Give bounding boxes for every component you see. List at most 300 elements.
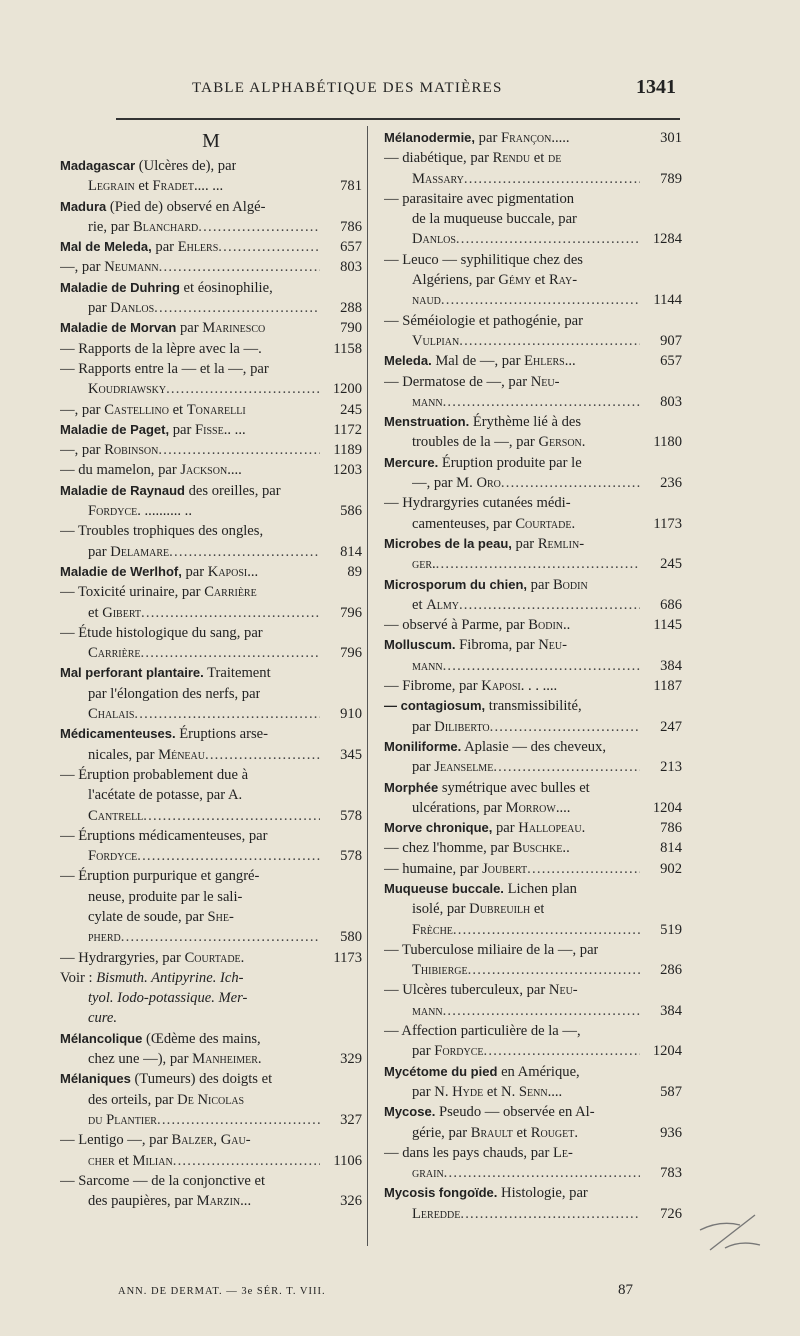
index-line — [384, 250, 682, 270]
entry-text — [60, 318, 265, 338]
page-reference: 803 — [340, 259, 362, 276]
entry-text — [384, 250, 583, 270]
entry-text — [384, 453, 582, 473]
index-line — [384, 757, 682, 777]
page-reference: 1172 — [333, 421, 362, 438]
index-line — [384, 656, 682, 676]
entry-phrase: gérie, par — [412, 1124, 471, 1141]
author-name: Brault — [470, 1124, 513, 1141]
dot-leader — [484, 1041, 640, 1061]
entry-text — [384, 575, 588, 595]
author-name: Leredde — [412, 1205, 461, 1222]
entry-text — [384, 635, 567, 655]
entry-text — [60, 1069, 272, 1089]
entry-phrase: . . . .... — [520, 678, 558, 695]
index-line — [60, 420, 362, 440]
entry-text — [60, 724, 268, 744]
dot-leader — [460, 1204, 640, 1224]
spacer — [570, 128, 640, 148]
page-reference: 1284 — [652, 231, 682, 248]
author-name: Ray- — [548, 272, 578, 289]
index-line — [60, 927, 362, 947]
entry-phrase: — parasitaire avec pigmentation — [384, 190, 575, 207]
author-name: Tonarelli — [186, 401, 246, 418]
entry-text — [384, 534, 584, 554]
entry-phrase: par l'élongation des nerfs, par — [88, 685, 261, 702]
entry-phrase: par — [176, 320, 203, 337]
index-line — [60, 1151, 362, 1171]
index-line — [384, 838, 682, 858]
author-name: Gémy — [498, 272, 532, 289]
entry-phrase: par — [181, 563, 208, 580]
author-name: Gerson — [538, 434, 582, 451]
index-line — [60, 1008, 362, 1028]
entry-phrase: — Hydrargyries cutanées médi- — [384, 495, 571, 512]
entry-text — [412, 514, 575, 534]
dot-leader — [121, 927, 320, 947]
entry-text — [384, 1102, 595, 1122]
page-reference: 786 — [660, 820, 682, 837]
author-name: Neu- — [538, 637, 567, 654]
entry-text — [88, 887, 242, 907]
dot-leader — [456, 229, 640, 249]
index-line — [384, 899, 682, 919]
index-line — [384, 859, 682, 879]
index-line — [60, 1049, 362, 1069]
index-line — [384, 432, 682, 452]
author-name: Marzin — [196, 1193, 241, 1210]
entry-phrase: par — [88, 543, 111, 560]
entry-text — [412, 960, 468, 980]
author-name: Chalais — [88, 706, 135, 723]
entry-text — [412, 1163, 444, 1183]
page-reference: 726 — [660, 1205, 682, 1222]
page-reference: 1200 — [332, 381, 362, 398]
page-reference: 657 — [660, 353, 682, 370]
left-entries — [60, 156, 362, 1211]
dot-leader — [205, 745, 320, 765]
entry-phrase: en Amérique, — [497, 1063, 580, 1080]
entry-text — [88, 988, 247, 1008]
entry-phrase: et N. — [483, 1083, 519, 1100]
spacer — [570, 838, 640, 858]
entry-phrase: .. — [563, 617, 571, 634]
index-line — [384, 798, 682, 818]
entry-text — [60, 663, 271, 683]
index-line — [60, 318, 362, 338]
page-reference: 213 — [660, 759, 682, 776]
index-line — [384, 331, 682, 351]
entry-text — [384, 1143, 573, 1163]
entry-text — [88, 1110, 157, 1130]
entry-phrase: — Leuco — syphilitique chez des — [384, 251, 583, 268]
page-footer — [0, 1282, 800, 1306]
index-line — [60, 988, 362, 1008]
entry-text — [88, 379, 166, 399]
index-line — [60, 339, 362, 359]
entry-keyword: Médicamenteuses. — [60, 726, 176, 742]
entry-phrase: par — [169, 421, 196, 438]
author-name: Manheimer — [192, 1051, 258, 1068]
page-reference: 789 — [660, 170, 682, 187]
spacer — [585, 432, 640, 452]
page-reference: 1203 — [332, 462, 362, 479]
author-name: Fordyce — [88, 848, 138, 865]
author-name: Gibert — [102, 604, 142, 621]
entry-phrase: (Pied de) observé en Algé- — [106, 198, 266, 215]
index-line — [60, 278, 362, 298]
dot-leader — [141, 643, 320, 663]
author-name: Massary — [412, 170, 464, 187]
entry-text — [384, 980, 578, 1000]
entry-phrase: .. ... — [223, 421, 246, 438]
author-name: Milian — [132, 1152, 173, 1169]
page-reference: 1144 — [653, 292, 682, 309]
entry-keyword: Mélaniques — [60, 1071, 131, 1087]
index-line — [384, 534, 682, 554]
page-reference: 783 — [660, 1165, 682, 1182]
entry-text — [60, 562, 258, 582]
author-name: Fordyce — [88, 503, 138, 520]
entry-text — [60, 948, 244, 968]
index-line — [384, 717, 682, 737]
dot-leader — [157, 1110, 320, 1130]
entry-phrase: — Dermatose de —, par — [384, 373, 531, 390]
entry-phrase: Lichen plan — [503, 880, 577, 897]
dot-leader — [173, 1151, 320, 1171]
entry-text — [412, 595, 459, 615]
entry-phrase: — chez l'homme, par — [384, 840, 513, 857]
entry-phrase: isolé, par — [412, 901, 470, 918]
entry-keyword: Maladie de Duhring — [60, 279, 180, 295]
entry-text — [88, 1049, 262, 1069]
entry-phrase: rie, par — [88, 218, 133, 235]
index-line — [384, 554, 682, 574]
index-line — [60, 298, 362, 318]
entry-text — [412, 798, 570, 818]
see-also-text: Bismuth. Antipyrine. Ich- — [96, 969, 244, 986]
entry-text — [384, 189, 574, 209]
entry-text — [60, 400, 246, 420]
spacer — [570, 798, 640, 818]
entry-phrase: Éruption produite par le — [438, 454, 582, 471]
index-line — [60, 582, 362, 602]
entry-text — [60, 582, 257, 602]
entry-keyword: Muqueuse buccale. — [384, 880, 504, 896]
author-name: Danlos — [412, 231, 456, 248]
entry-phrase: — Sarcome — de la conjonctive et — [60, 1172, 266, 1189]
entry-phrase: par — [412, 718, 435, 735]
index-line — [60, 968, 362, 988]
entry-phrase: et — [512, 1124, 531, 1141]
spacer — [223, 176, 320, 196]
author-name: mann — [412, 393, 443, 410]
entry-phrase: Mal de —, par — [431, 353, 525, 370]
index-line — [384, 879, 682, 899]
entry-phrase: —, par — [60, 442, 105, 459]
index-line — [384, 514, 682, 534]
index-line — [60, 603, 362, 623]
index-line — [60, 948, 362, 968]
author-name: Rendu — [492, 150, 531, 167]
index-line — [60, 765, 362, 785]
entry-phrase: — Toxicité urinaire, par — [60, 584, 205, 601]
index-line — [384, 696, 682, 716]
entry-text — [88, 176, 223, 196]
entry-text — [60, 1130, 251, 1150]
entry-phrase: Algériens, par — [412, 272, 499, 289]
index-line — [60, 1110, 362, 1130]
index-line — [60, 846, 362, 866]
entry-phrase: par — [412, 1043, 435, 1060]
entry-phrase: — Troubles trophiques des ongles, — [60, 523, 264, 540]
index-line — [384, 372, 682, 392]
entry-text — [88, 1151, 173, 1171]
index-line — [384, 778, 682, 798]
entry-keyword: Morve chronique, — [384, 820, 493, 836]
entry-text — [384, 818, 585, 838]
column-divider — [367, 126, 368, 1246]
entry-phrase: par — [151, 239, 178, 256]
entry-phrase: , — [213, 1132, 221, 1149]
entry-phrase: troubles de la —, par — [412, 434, 539, 451]
author-name: Rouget — [530, 1124, 575, 1141]
entry-phrase: — Éruption probablement due à — [60, 766, 249, 783]
entry-phrase: et — [412, 596, 427, 613]
entry-keyword: Mélanodermie, — [384, 130, 476, 145]
page-reference: 245 — [340, 401, 362, 418]
dot-leader — [218, 237, 320, 257]
entry-keyword: Maladie de Paget, — [60, 421, 170, 437]
entry-text — [60, 521, 263, 541]
index-line — [60, 907, 362, 927]
entry-phrase: cylate de soude, par — [88, 908, 208, 925]
index-line — [384, 1204, 682, 1224]
page-reference: 1204 — [652, 799, 682, 816]
index-line — [60, 217, 362, 237]
index-line — [60, 663, 362, 683]
page-reference: 329 — [340, 1051, 362, 1068]
entry-phrase: ... — [240, 1193, 252, 1210]
entry-keyword: Mal de Meleda, — [60, 239, 152, 255]
index-line — [60, 521, 362, 541]
entry-text — [384, 615, 570, 635]
page-reference: 936 — [660, 1124, 682, 1141]
entry-text — [60, 481, 281, 501]
page-reference: 1180 — [653, 434, 682, 451]
entry-phrase: et éosinophilie, — [179, 279, 273, 296]
author-name: Courtade — [515, 515, 572, 532]
entry-keyword: Mycose. — [384, 1104, 436, 1120]
entry-phrase: —, par — [60, 259, 105, 276]
entry-text — [88, 643, 141, 663]
entry-text — [88, 846, 137, 866]
entry-text — [88, 501, 192, 521]
index-line — [60, 745, 362, 765]
entry-phrase: et — [530, 150, 548, 167]
entry-phrase: — humaine, par — [384, 860, 483, 877]
author-name: Fisse — [195, 421, 224, 438]
index-line — [384, 920, 682, 940]
index-line — [60, 887, 362, 907]
entry-phrase: par N. — [412, 1083, 453, 1100]
index-line — [60, 1171, 362, 1191]
index-line — [384, 1123, 682, 1143]
entry-text — [384, 128, 570, 148]
entry-phrase: .... — [547, 1083, 563, 1100]
entry-phrase: .... — [555, 799, 571, 816]
index-line — [60, 359, 362, 379]
entry-phrase: par — [511, 535, 538, 552]
spacer — [562, 1082, 640, 1102]
index-line — [384, 1082, 682, 1102]
author-name: Dubreuilh — [469, 901, 531, 918]
index-line — [384, 229, 682, 249]
spacer — [244, 948, 320, 968]
spacer — [251, 1191, 320, 1211]
dot-leader — [527, 859, 640, 879]
entry-text — [60, 968, 244, 988]
entry-phrase: (Tumeurs) des doigts et — [130, 1071, 273, 1088]
entry-text — [88, 542, 169, 562]
entry-phrase: l'acétate de potasse, par A. — [88, 787, 243, 804]
dot-leader — [436, 554, 640, 574]
spacer — [262, 1049, 320, 1069]
author-name: De Nicolas — [177, 1091, 245, 1108]
entry-phrase: — Fibrome, par — [384, 678, 482, 695]
entry-text — [60, 1029, 261, 1049]
author-name: Joubert — [482, 860, 528, 877]
page-reference: 286 — [660, 962, 682, 979]
index-line — [60, 156, 362, 176]
page-reference: 814 — [660, 840, 682, 857]
page-reference: 384 — [660, 657, 682, 674]
index-line — [384, 960, 682, 980]
entry-phrase: .. — [562, 840, 570, 857]
author-name: ger — [412, 556, 432, 573]
header-rule — [116, 118, 680, 120]
entry-phrase: ..... — [551, 130, 570, 146]
entry-text — [60, 765, 248, 785]
entry-keyword: Mycosis fongoïde. — [384, 1185, 498, 1201]
entry-text — [60, 623, 263, 643]
entry-text — [412, 920, 453, 940]
entry-phrase: . — [581, 820, 586, 837]
index-line — [384, 615, 682, 635]
entry-phrase: Aplasie — des cheveux, — [461, 738, 606, 755]
page-reference: 1158 — [333, 340, 362, 357]
index-line — [384, 493, 682, 513]
entry-phrase: nicales, par — [88, 746, 159, 763]
entry-keyword: Maladie de Raynaud — [60, 482, 185, 498]
entry-phrase: (Œdème des mains, — [142, 1030, 261, 1047]
see-also-text: tyol. Iodo-potassique. Mer- — [88, 990, 248, 1007]
entry-phrase: (Ulcères de), par — [135, 158, 237, 174]
entry-phrase: . .......... .. — [137, 503, 192, 520]
author-name: Cantrell — [88, 807, 144, 824]
entry-phrase: des paupières, par — [88, 1193, 197, 1210]
index-line — [60, 724, 362, 744]
spacer — [570, 615, 640, 635]
author-name: Remlin- — [537, 535, 585, 552]
author-name: Blanchard — [132, 218, 199, 235]
entry-phrase: — Hydrargyries, par — [60, 949, 185, 966]
index-line — [384, 1143, 682, 1163]
author-name: Kaposi — [481, 678, 521, 695]
index-line — [60, 440, 362, 460]
entry-text — [60, 156, 236, 176]
author-name: Hyde — [452, 1083, 484, 1100]
index-line — [384, 595, 682, 615]
spacer — [578, 1123, 640, 1143]
entry-phrase: par — [88, 300, 111, 317]
author-name: Fradet — [152, 178, 194, 195]
author-name: Courtade — [184, 949, 241, 966]
index-line — [384, 412, 682, 432]
page-reference: 657 — [340, 239, 362, 256]
entry-keyword: Moniliforme. — [384, 738, 462, 754]
dot-leader — [443, 1001, 640, 1021]
entry-phrase: et — [530, 901, 545, 918]
entry-phrase: et — [88, 604, 103, 621]
entry-text — [384, 493, 571, 513]
entry-text — [412, 290, 441, 310]
entry-phrase: Voir : — [60, 969, 97, 986]
page-reference: 580 — [340, 929, 362, 946]
entry-text — [384, 838, 570, 858]
entry-text — [60, 278, 273, 298]
left-column — [60, 128, 362, 1211]
entry-phrase: neuse, produite par le sali- — [88, 888, 243, 905]
entry-keyword: Mercure. — [384, 454, 439, 470]
entry-text — [384, 940, 598, 960]
entry-phrase: Histologie, par — [497, 1185, 588, 1202]
entry-phrase: et — [168, 401, 187, 418]
author-name: de — [547, 150, 562, 167]
author-name: Bodin — [528, 617, 563, 634]
entry-phrase: et — [114, 1152, 133, 1169]
index-line — [60, 542, 362, 562]
author-name: Koudriawsky — [88, 381, 167, 398]
dot-leader — [459, 595, 640, 615]
entry-text — [384, 879, 577, 899]
entry-phrase: Pseudo — observée en Al- — [435, 1104, 595, 1121]
entry-phrase: symétrique avec bulles et — [438, 779, 590, 796]
author-name: Le- — [553, 1144, 573, 1161]
index-line — [60, 684, 362, 704]
index-line — [60, 257, 362, 277]
entry-phrase: — Tuberculose miliaire de la —, par — [384, 941, 599, 958]
entry-phrase: par — [492, 820, 519, 837]
entry-keyword: Madura — [60, 198, 107, 214]
entry-keyword: Maladie de Morvan — [60, 320, 177, 336]
entry-text — [384, 737, 606, 757]
page-reference: 786 — [340, 218, 362, 235]
dot-leader — [137, 846, 320, 866]
entry-keyword: Maladie de Werlhof, — [60, 563, 182, 579]
author-name: Robinson — [104, 442, 159, 459]
entry-text — [412, 1041, 484, 1061]
entry-text — [412, 229, 456, 249]
index-line — [384, 737, 682, 757]
entry-keyword: Menstruation. — [384, 414, 470, 430]
entry-keyword: Meleda. — [384, 353, 432, 369]
entry-text — [88, 785, 242, 805]
entry-text — [88, 1090, 244, 1110]
spacer — [246, 400, 320, 420]
entry-text — [384, 1062, 580, 1082]
entry-text — [384, 351, 576, 371]
